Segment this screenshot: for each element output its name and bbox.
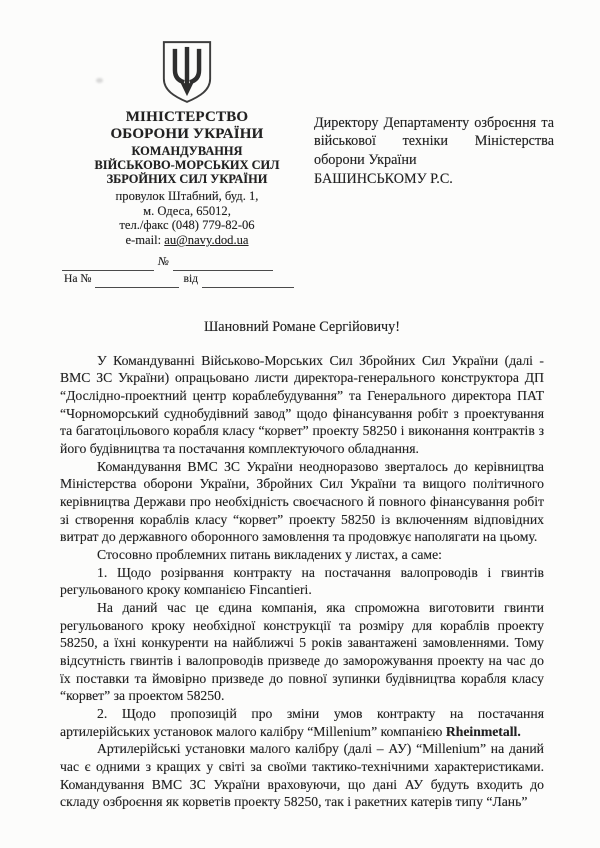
phone-line: тел./факс (048) 779-82-06	[119, 218, 255, 233]
paragraph-text: 2. Щодо пропозицій про зміни умов контракту на постачання артилерійських установок малого калібру “Millenium” компанією	[60, 706, 544, 739]
command-name	[60, 144, 314, 186]
recipient-block	[314, 114, 554, 189]
city-line: м. Одеса, 65012,	[143, 203, 231, 218]
letter-body	[60, 352, 544, 811]
paragraph-text: У Командуванні Військово-Морських Сил Збройних Сил України (далі - ВМС ЗС України) опрацьовано листи директора-генерального конструктора ДП “Дослідно-проектний центр кораблебудування” та Генерального директора ПАТ “Чорноморський суднобудівний завод” щодо фінансування робіт з проектування та багатоцільового корабля класу “корвет” проекту 58250 і виконання контрактів з його будівництва та постачання комплектуючого обладнання.	[60, 352, 544, 457]
command-name-line: ВІЙСЬКОВО-МОРСЬКИХ СИЛ	[94, 157, 280, 172]
command-name-line: ЗБРОЙНИХ СИЛ УКРАЇНИ	[106, 171, 268, 186]
email-text: au@navy.dod.ua	[164, 233, 249, 248]
body-paragraph-item-1	[60, 564, 544, 599]
ministry-name-line: МІНІСТЕРСТВО	[125, 109, 249, 125]
incoming-ref-row	[60, 271, 314, 288]
scan-smudge	[96, 78, 103, 83]
incoming-date-blank	[202, 274, 294, 288]
email-line	[60, 233, 314, 248]
street-line: провулок Штабний, буд. 1,	[115, 188, 259, 203]
recipient-address: Директору Департаменту озброєння та військової техніки Міністерства оборони України	[314, 115, 554, 168]
ukraine-trident-emblem	[60, 40, 314, 104]
recipient-name: БАШИНСЬКОМУ Р.С.	[314, 171, 453, 188]
ministry-name	[60, 109, 314, 143]
body-paragraph	[60, 546, 544, 564]
email-label: e-mail:	[125, 233, 162, 248]
body-paragraph	[60, 458, 544, 546]
incoming-number-blank	[95, 274, 179, 288]
paragraph-text: Стосовно проблемних питань викладених у листах, а саме:	[97, 547, 442, 563]
outgoing-number-blank	[62, 257, 154, 271]
command-name-line: КОМАНДУВАННЯ	[131, 143, 243, 158]
paragraph-text: На даний час це єдина компанія, яка спроможна виготовити гвинти регульованого кроку необхідної конструкції та розміру для кораблів проекту 58250, а їхні конкуренти на найближчі 5 років завантажені замовленнями. Тому відсутність гвинтів і валопроводів призведе до заморожування проекту на час до їх поставки та ймовірно призведе до повної зупинки будівництва корабля класу “корвет” за проектом 58250.	[60, 600, 544, 704]
number-symbol: №	[158, 255, 169, 269]
body-paragraph-item-2	[60, 705, 544, 740]
letterhead-address	[60, 189, 314, 248]
letterhead	[60, 40, 554, 288]
reference-number-lines	[60, 254, 314, 288]
na-number-label: На №	[64, 271, 92, 285]
paragraph-bold-text: Rheinmetall.	[445, 723, 521, 739]
paragraph-text: Командування ВМС ЗС України неодноразово зверталось до керівництва Міністерства оборони України, Збройних Сил України та вищого політичного керівництва Держави про необхідність своєчасного й повного фінансування робіт зі створення кораблів класу “корвет” проекту 58250 із включенням відповідних витрат до державного оборонного замовлення та продовжує наполягати на цьому.	[60, 458, 544, 545]
vid-label: від	[183, 271, 199, 285]
paragraph-text: Артилерійські установки малого калібру (далі – АУ) “Millenium” на даний час є одними з кращих у світі за своїми тактико-технічними характеристиками. Командування ВМС ЗС України враховуючи, що дані АУ будуть входить до складу озброєння як корветів проекту 58250, так і ракетних катерів типу “Лань”	[60, 741, 544, 810]
body-paragraph	[60, 599, 544, 705]
paragraph-text: 1. Щодо розірвання контракту на постачання валопроводів і гвинтів регульованого кроку компанією Fincantieri.	[60, 564, 544, 598]
outgoing-ref-row	[60, 254, 314, 271]
body-paragraph	[60, 740, 544, 811]
body-paragraph	[60, 352, 544, 458]
ministry-name-line: ОБОРОНИ УКРАЇНИ	[110, 125, 264, 142]
salutation: Шановний Романе Сергійовичу!	[203, 318, 400, 335]
outgoing-date-blank	[173, 257, 273, 271]
